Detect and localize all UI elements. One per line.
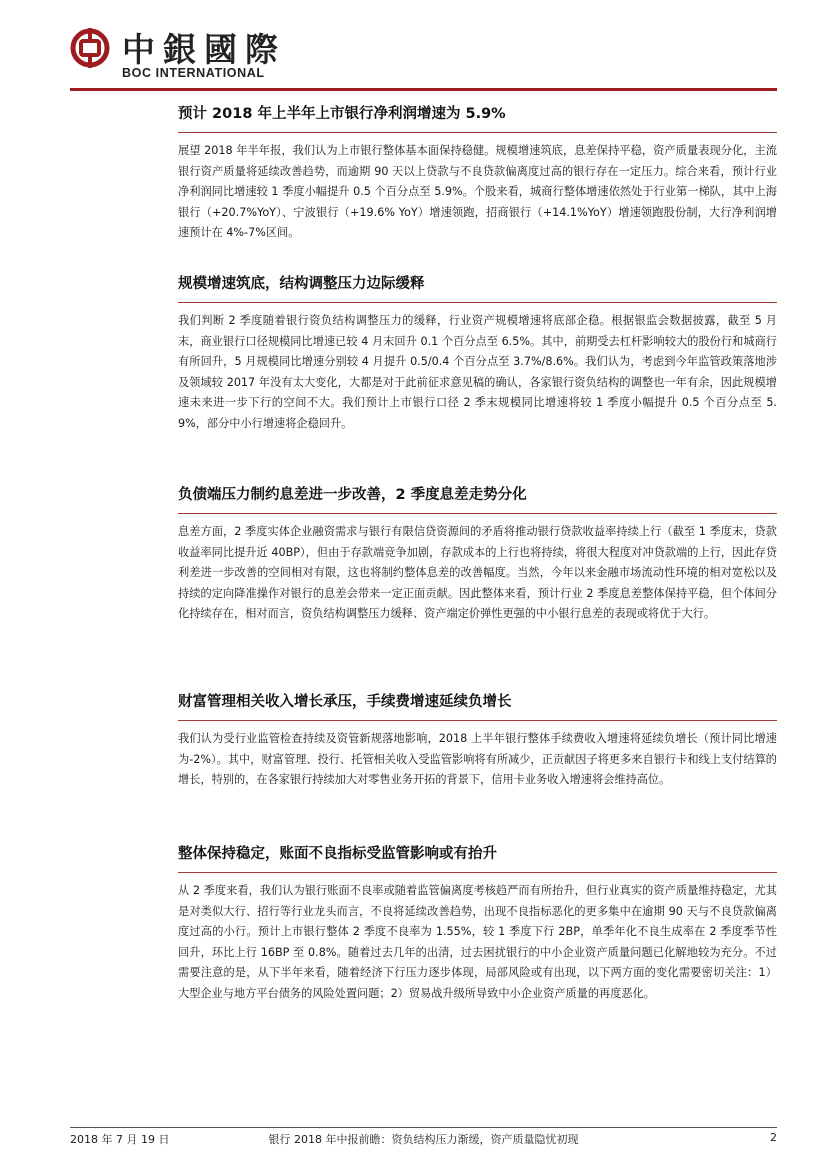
footer-report-title: 银行 2018 年中报前瞻：资负结构压力渐缓，资产质量隐忧初现 — [268, 1133, 579, 1146]
boc-logo-icon — [70, 28, 110, 68]
section-divider — [178, 720, 777, 721]
section-title: 规模增速筑底，结构调整压力边际缓释 — [178, 276, 425, 292]
section-title: 整体保持稳定，账面不良指标受监管影响或有抬升 — [178, 846, 497, 862]
section-body: 我们判断 2 季度随着银行资负结构调整压力的缓释，行业资产规模增速将底部企稳。根据银监会数据披露，截至 5 月末，商业银行口径规模同比增速已较 4 月末回升 0.1 个百分点至 6.5%。其中，前期受去杠杆影响较大的股份行和城商行有所回升，5 月规模同比增速分别较 4 月提升 0.5/0.4 个百分点至 3.7%/8.6%。我们认为，考虑到今年监管政策落地涉及领域较 2017 年没有太大变化，大都是对于此前征求意见稿的确认，各家银行资负结构的调整也一年有余，因此规模增速未来进一步下行的空间不大。我们预计上市银行口径 2 季末规模同比增速将较 1 季度小幅提升 0.5 个百分点至 5.9%，部分中小行增速将企稳回升。 — [178, 314, 777, 430]
section-divider — [178, 513, 777, 514]
section-body: 息差方面，2 季度实体企业融资需求与银行有限信贷资源间的矛盾将推动银行贷款收益率持续上行（截至 1 季度末，贷款收益率同比提升近 40BP），但由于存款端竞争加剧，存款成本的上行也将持续，将很大程度对冲贷款端的上行，因此存贷利差进一步改善的空间相对有限，这也将制约整体息差的改善幅度。当然，今年以来金融市场流动性环境的相对宽松以及持续的定向降准操作对银行的息差会带来一定正面贡献。因此整体来看，预计行业 2 季度息差整体保持平稳，但个体间分化持续存在，相对而言，资负结构调整压力缓释、资产端定价弹性更强的中小银行息差的表现或将优于大行。 — [178, 525, 777, 620]
footer-divider — [70, 1127, 777, 1128]
section-title: 预计 2018 年上半年上市银行净利润增速为 5.9% — [178, 106, 506, 122]
section-title: 财富管理相关收入增长承压，手续费增速延续负增长 — [178, 694, 512, 710]
section-fee-income — [178, 691, 777, 791]
section-profit-forecast — [178, 103, 777, 244]
brand-name-cn: 中銀國際 — [122, 30, 286, 69]
section-body: 从 2 季度来看，我们认为银行账面不良率或随着监管偏离度考核趋严而有所抬升，但行业真实的资产质量维持稳定，尤其是对类似大行、招行等行业龙头而言，不良将延续改善趋势，出现不良指标恶化的更多集中在逾期 90 天与不良贷款偏离度过高的小行。预计上市银行整体 2 季度不良率为 1.55%，较 1 季度下行 2BP，单季年化不良生成率在 2 季度季节性回升，环比上行 16BP 至 0.8%。随着过去几年的出清，过去困扰银行的中小企业资产质量问题已化解地较为充分。不过需要注意的是，从下半年来看，随着经济下行压力逐步体现，局部风险或有出现，以下两方面的变化需要密切关注：1）大型企业与地方平台债务的风险处置问题；2）贸易战升级所导致中小企业资产质量的再度恶化。 — [178, 884, 777, 1000]
section-body: 展望 2018 年半年报，我们认为上市银行整体基本面保持稳健。规模增速筑底，息差保持平稳，资产质量表现分化，主流银行资产质量将延续改善趋势，而逾期 90 天以上贷款与不良贷款偏离度过高的银行存在一定压力。综合来看，预计行业净利润同比增速较 1 季度小幅提升 0.5 个百分点至 5.9%。个股来看，城商行整体增速依然处于行业第一梯队，其中上海银行（+20.7%YoY）、宁波银行（+19.6% YoY）增速领跑，招商银行（+14.1%YoY）增速领跑股份制，大行净利润增速预计在 4%-7%区间。 — [178, 144, 777, 239]
page-header — [70, 26, 777, 88]
page-footer — [70, 1131, 777, 1147]
section-scale-growth — [178, 273, 777, 434]
section-net-interest-margin — [178, 484, 777, 625]
brand-name-en: BOC INTERNATIONAL — [122, 66, 265, 80]
section-body: 我们认为受行业监管检查持续及资管新规落地影响，2018 上半年银行整体手续费收入增速将延续负增长（预计同比增速为-2%）。其中，财富管理、投行、托管相关收入受监管影响将有所减少，正贡献因子将更多来自银行卡和线上支付结算的增长，特别的，在各家银行持续加大对零售业务开拓的背景下，信用卡业务收入增速将会维持高位。 — [178, 732, 777, 786]
page-number: 2 — [770, 1131, 777, 1144]
section-divider — [178, 872, 777, 873]
footer-date: 2018 年 7 月 19 日 — [70, 1133, 170, 1146]
section-title: 负债端压力制约息差进一步改善，2 季度息差走势分化 — [178, 487, 527, 503]
section-divider — [178, 302, 777, 303]
header-divider — [70, 88, 777, 91]
section-divider — [178, 132, 777, 133]
section-asset-quality — [178, 843, 777, 1004]
